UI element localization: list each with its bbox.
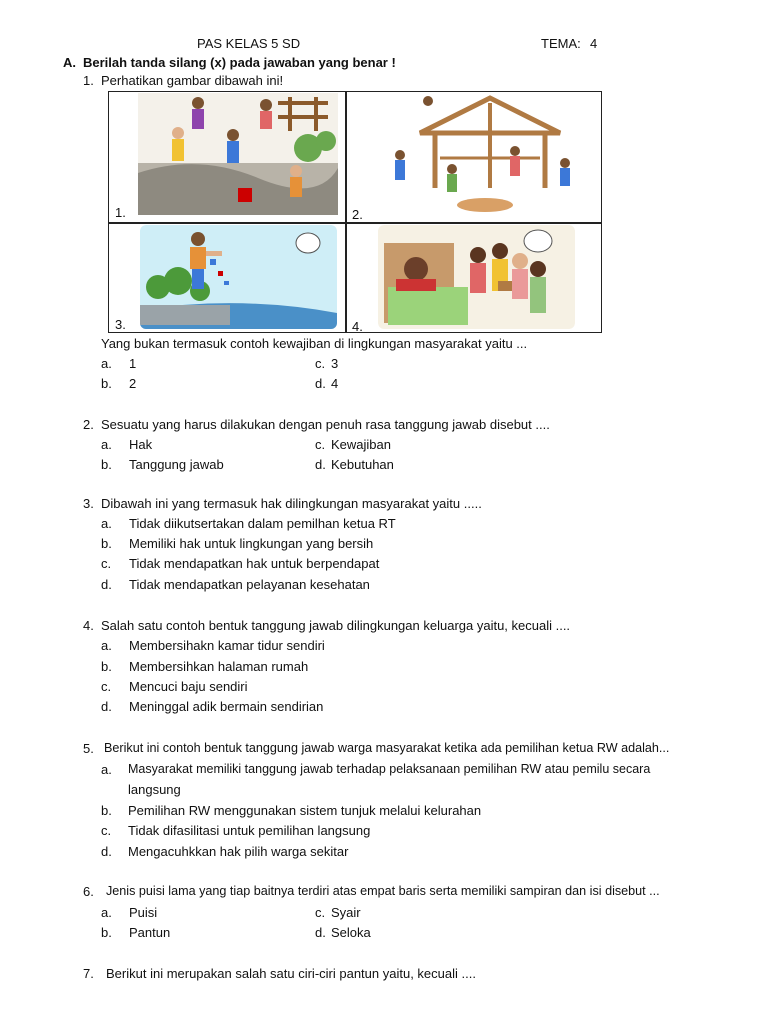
question-1-number: 1. xyxy=(83,73,94,88)
option-text: 4 xyxy=(331,376,339,391)
option-letter: b. xyxy=(101,803,112,818)
picture-throwing-trash xyxy=(140,225,337,329)
grid-divider-vertical xyxy=(345,91,347,333)
section-instruction: Berilah tanda silang (x) pada jawaban yang benar ! xyxy=(83,55,396,70)
option-letter: d. xyxy=(101,699,112,714)
option-text: Tidak diikutsertakan dalam pemilhan ketua RT xyxy=(129,516,396,531)
question-1-followup: Yang bukan termasuk contoh kewajiban di lingkungan masyarakat yaitu ... xyxy=(101,336,528,351)
option-text: Puisi xyxy=(129,905,158,920)
option-letter: c. xyxy=(315,356,326,371)
option-text: Membersihakn kamar tidur sendiri xyxy=(129,638,325,653)
tema-label: TEMA: xyxy=(541,36,581,51)
option-text: Meninggal adik bermain sendirian xyxy=(129,699,324,714)
option-text: 2 xyxy=(129,376,137,391)
option-text: Mencuci baju sendiri xyxy=(129,679,248,694)
question-7-number: 7. xyxy=(83,966,94,981)
picture-community-cleanup xyxy=(138,93,338,215)
question-6-number: 6. xyxy=(83,884,94,899)
option-letter: d. xyxy=(315,925,326,940)
section-letter: A. xyxy=(63,55,76,70)
option-text: Kewajiban xyxy=(331,437,391,452)
option-letter: a. xyxy=(101,356,112,371)
question-3-text: Dibawah ini yang termasuk hak dilingkungan masyarakat yaitu ..... xyxy=(101,496,482,511)
option-letter: d. xyxy=(315,457,326,472)
picture-visiting-sick xyxy=(378,225,575,329)
option-letter: b. xyxy=(101,376,112,391)
picture-house-building xyxy=(380,93,580,215)
question-7-text: Berikut ini merupakan salah satu ciri-ciri pantun yaitu, kecuali .... xyxy=(106,966,476,981)
panel-label-3: 3. xyxy=(115,317,126,332)
option-text: 3 xyxy=(331,356,339,371)
question-4-number: 4. xyxy=(83,618,94,633)
question-6-text: Jenis puisi lama yang tiap baitnya terdiri atas empat baris serta memiliki sampiran dan isi disebut ... xyxy=(106,884,660,898)
question-2-number: 2. xyxy=(83,417,94,432)
option-letter: c. xyxy=(101,823,112,838)
exam-title: PAS KELAS 5 SD xyxy=(197,36,301,51)
option-text-continued: langsung xyxy=(128,782,181,797)
tema-value: 4 xyxy=(590,36,598,51)
panel-label-1: 1. xyxy=(115,205,126,220)
grid-divider-horizontal xyxy=(108,222,602,224)
option-letter: a. xyxy=(101,437,112,452)
option-text: Syair xyxy=(331,905,361,920)
option-text: Seloka xyxy=(331,925,371,940)
question-5-text: Berikut ini contoh bentuk tanggung jawab warga masyarakat ketika ada pemilihan ketua RW adalah... xyxy=(104,741,670,755)
option-letter: b. xyxy=(101,659,112,674)
question-4-text: Salah satu contoh bentuk tanggung jawab dilingkungan keluarga yaitu, kecuali .... xyxy=(101,618,571,633)
option-letter: a. xyxy=(101,516,112,531)
option-text: Mengacuhkkan hak pilih warga sekitar xyxy=(128,844,349,859)
option-text: Tidak mendapatkan hak untuk berpendapat xyxy=(129,556,380,571)
option-text: Kebutuhan xyxy=(331,457,394,472)
option-letter: d. xyxy=(101,577,112,592)
option-letter: c. xyxy=(315,437,326,452)
option-text: Tidak difasilitasi untuk pemilihan langsung xyxy=(128,823,371,838)
option-text: Tanggung jawab xyxy=(129,457,224,472)
option-text: Hak xyxy=(129,437,153,452)
option-text: Masyarakat memiliki tanggung jawab terhadap pelaksanaan pemilihan RW atau pemilu secara xyxy=(128,762,651,776)
option-text: Pantun xyxy=(129,925,171,940)
option-letter: b. xyxy=(101,457,112,472)
option-text: Memiliki hak untuk lingkungan yang bersih xyxy=(129,536,374,551)
question-1-text: Perhatikan gambar dibawah ini! xyxy=(101,73,284,88)
option-text: Pemilihan RW menggunakan sistem tunjuk melalui kelurahan xyxy=(128,803,482,818)
option-letter: a. xyxy=(101,905,112,920)
option-letter: b. xyxy=(101,925,112,940)
option-text: Membersihkan halaman rumah xyxy=(129,659,309,674)
option-letter: d. xyxy=(315,376,326,391)
panel-label-2: 2. xyxy=(352,207,363,222)
option-text: Tidak mendapatkan pelayanan kesehatan xyxy=(129,577,370,592)
option-letter: b. xyxy=(101,536,112,551)
panel-label-4: 4. xyxy=(352,319,363,334)
option-letter: c. xyxy=(101,679,112,694)
question-2-text: Sesuatu yang harus dilakukan dengan penuh rasa tanggung jawab disebut .... xyxy=(101,417,550,432)
question-5-number: 5. xyxy=(83,741,94,756)
question-3-number: 3. xyxy=(83,496,94,511)
option-letter: c. xyxy=(101,556,112,571)
option-letter: d. xyxy=(101,844,112,859)
option-letter: a. xyxy=(101,638,112,653)
option-letter: a. xyxy=(101,762,112,777)
option-text: 1 xyxy=(129,356,137,371)
option-letter: c. xyxy=(315,905,326,920)
